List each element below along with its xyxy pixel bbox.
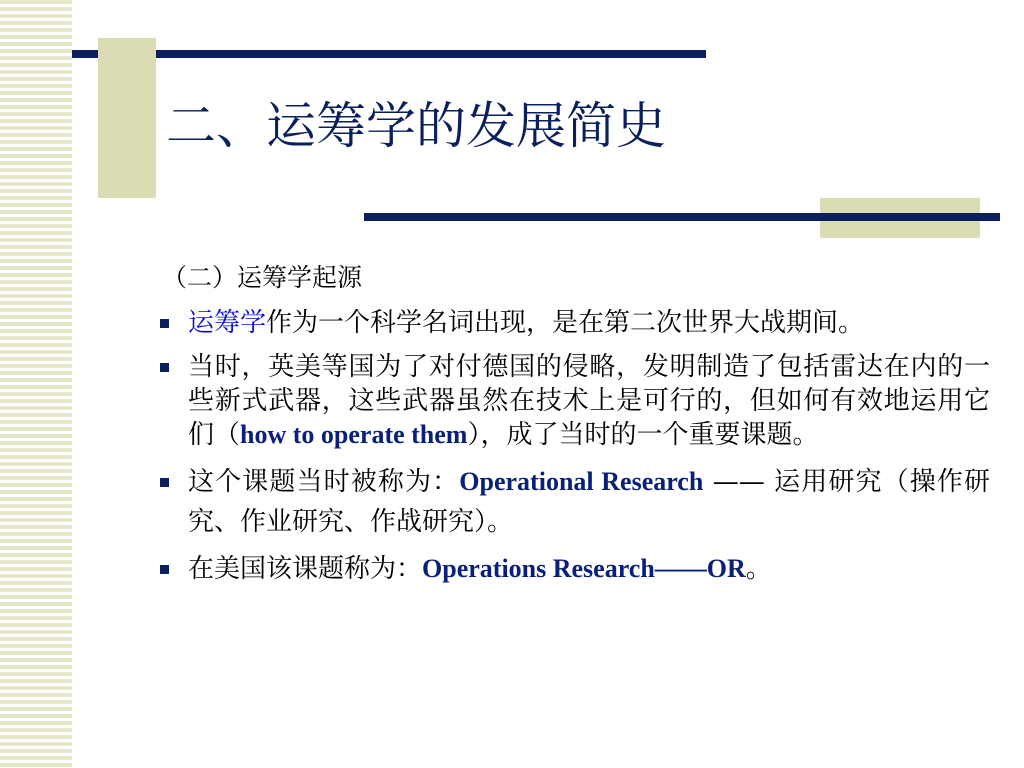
bullet-text: 在美国该课题称为： <box>188 554 423 584</box>
bullet-square-icon <box>160 363 169 372</box>
english-phrase: how to operate them <box>240 420 468 449</box>
bullet-list <box>160 306 990 596</box>
bullet-text-tail: 。 <box>745 554 772 584</box>
english-phrase: Operations Research——OR <box>422 554 746 583</box>
highlighted-term: 运筹学 <box>188 308 267 338</box>
bullet-item-3 <box>160 462 990 542</box>
section-subheading: （二）运筹学起源 <box>162 263 363 292</box>
bullet-text: 这个课题当时被称为： <box>188 467 460 497</box>
em-dash: —— <box>703 467 775 497</box>
title-bottom-bar <box>364 213 1000 221</box>
slide-title: 二、运筹学的发展简史 <box>166 97 666 155</box>
title-top-bar <box>72 50 706 58</box>
bullet-text-tail: ），成了当时的一个重要课题。 <box>467 420 819 450</box>
english-phrase: Operational Research <box>459 467 704 496</box>
bullet-square-icon <box>160 565 169 574</box>
striped-margin <box>0 0 72 768</box>
bullet-text: 作为一个科学名词出现，是在第二次世界大战期间。 <box>266 308 865 338</box>
bullet-item-1 <box>160 306 990 340</box>
bullet-square-icon <box>160 478 169 487</box>
bullet-text-tail: 运用研究（操作研究、作业研究、作战研究）。 <box>188 467 991 537</box>
title-accent-block <box>98 38 156 198</box>
bullet-text: 当时，英美等国为了对付德国的侵略，发明制造了包括雷达在内的一些新式武器，这些武器虽然在技术上是可行的，但如何有效地运用它们（ <box>188 352 990 450</box>
bullet-item-2 <box>160 350 990 452</box>
bullet-item-4 <box>160 552 990 586</box>
bullet-square-icon <box>160 319 169 328</box>
